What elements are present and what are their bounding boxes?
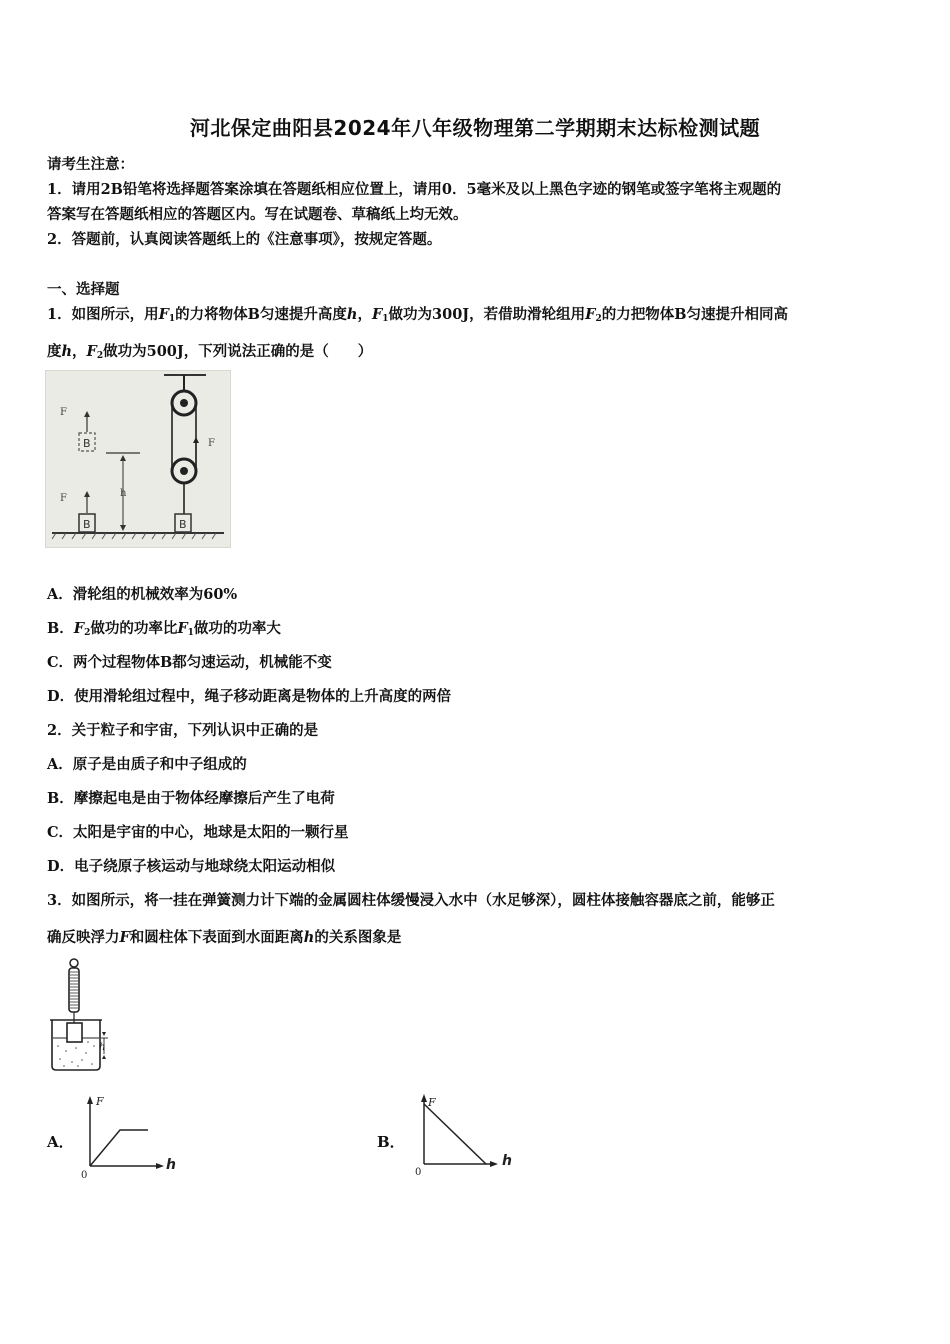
graph-a-svg xyxy=(76,1092,186,1182)
q2-option-c: C．太阳是宇宙的中心，地球是太阳的一颗行星 xyxy=(47,824,349,841)
q1-figure-pulley xyxy=(45,370,231,548)
q3-figure-beaker xyxy=(48,956,118,1074)
notice-item-1a: 1．请用2B铅笔将选择题答案涂填在答题纸相应位置上，请用0．5毫米及以上黑色字迹的钢笔或签字笔将主观题的 xyxy=(47,181,782,198)
cylinder-icon xyxy=(67,1023,82,1042)
svg-text:h: h xyxy=(502,1153,512,1169)
section-heading: 一、选择题 xyxy=(47,281,120,298)
q2-stem: 2．关于粒子和宇宙，下列认识中正确的是 xyxy=(47,722,319,739)
q1-stem-line2: 度h，$F_2$做功为500J，下列说法正确的是（ ） xyxy=(47,343,373,361)
graph-b-svg xyxy=(410,1088,520,1178)
q3-stem-line2: 确反映浮力F和圆柱体下表面到水面距离h的关系图象是 xyxy=(47,929,402,946)
svg-text:h: h xyxy=(99,1042,106,1053)
svg-text:B: B xyxy=(83,518,91,531)
q3-graph-b xyxy=(410,1088,520,1178)
svg-text:h: h xyxy=(120,488,127,499)
svg-text:B: B xyxy=(179,518,187,531)
spring-scale-beaker-diagram xyxy=(48,956,118,1074)
q3-option-b-label: B． xyxy=(377,1133,405,1151)
q1-option-c: C．两个过程物体B都匀速运动，机械能不变 xyxy=(47,654,332,671)
svg-text:F: F xyxy=(428,1096,436,1109)
graph-a-curve xyxy=(90,1130,148,1166)
q2-option-a: A．原子是由质子和中子组成的 xyxy=(47,756,247,773)
q1-option-a: A．滑轮组的机械效率为60% xyxy=(47,586,238,603)
svg-text:0: 0 xyxy=(81,1170,88,1181)
pulley-diagram xyxy=(46,371,230,547)
notice-heading: 请考生注意： xyxy=(47,156,134,173)
q1-stem-line1: 1．如图所示，用$F_1$的力将物体B匀速提升高度h，$F_1$做功为300J，若借助滑轮组用$F_2$的力把物体B匀速提升相同高 xyxy=(47,306,788,324)
svg-text:h: h xyxy=(166,1157,176,1173)
q2-option-b: B．摩擦起电是由于物体经摩擦后产生了电荷 xyxy=(47,790,335,807)
notice-item-1b: 答案写在答题纸相应的答题区内。写在试题卷、草稿纸上均无效。 xyxy=(47,206,468,223)
graph-b-curve xyxy=(424,1104,486,1164)
svg-text:F: F xyxy=(208,438,215,449)
notice-item-2: 2．答题前，认真阅读答题纸上的《注意事项》，按规定答题。 xyxy=(47,231,442,248)
svg-text:F: F xyxy=(60,493,67,504)
q1-option-d: D．使用滑轮组过程中，绳子移动距离是物体的上升高度的两倍 xyxy=(47,688,452,705)
q3-graph-a xyxy=(76,1092,186,1182)
q1-option-b: B．$F_2$做功的功率比$F_1$做功的功率大 xyxy=(47,620,281,638)
svg-text:B: B xyxy=(83,437,91,450)
page-title: 河北保定曲阳县2024年八年级物理第二学期期末达标检测试题 xyxy=(189,116,761,140)
q3-option-a-label: A． xyxy=(47,1133,74,1151)
q2-option-d: D．电子绕原子核运动与地球绕太阳运动相似 xyxy=(47,858,336,875)
svg-text:0: 0 xyxy=(415,1167,422,1178)
q3-stem-line1: 3．如图所示，将一挂在弹簧测力计下端的金属圆柱体缓慢浸入水中（水足够深），圆柱体接触容器底之前，能够正 xyxy=(47,892,775,909)
svg-text:F: F xyxy=(60,407,67,418)
svg-text:F: F xyxy=(96,1095,104,1108)
